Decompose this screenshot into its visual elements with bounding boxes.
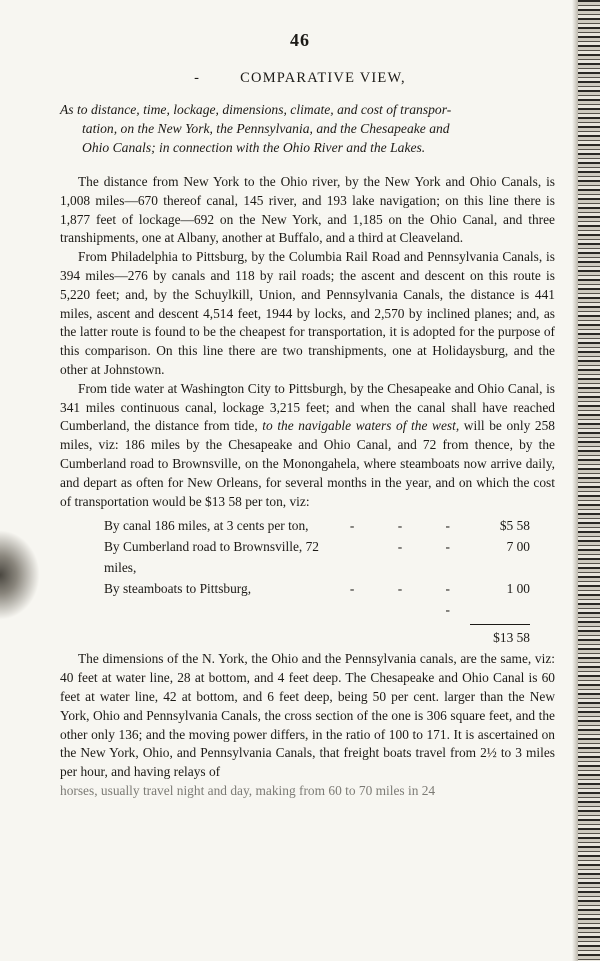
- cost-row: [104, 515, 530, 536]
- cost-row-amount: $5 58: [499, 518, 530, 534]
- subtitle-line-1: As to distance, time, lockage, dimensions, climate, and cost of transpor-: [60, 102, 452, 117]
- cost-total-row: [104, 627, 530, 648]
- paragraph-faded-last-line: horses, usually travel night and day, making from 60 to 70 miles in 24: [60, 782, 436, 798]
- cost-row-label: By Cumberland road to Brownsville, 72 miles,: [104, 539, 319, 576]
- heading-mark: -: [194, 70, 201, 86]
- paragraph-chesapeake-part-2: will be only 258 miles, viz: 186 miles by the Chesapeake and Ohio Canal, and 72 from thence, by the Cumberland road to Brownsville, on the Monongahela, where steamboats now arrive daily, and depart as often for New Orleans, for several months in the year, and on which the cost of transportation would be $13 58 per ton, viz:: [60, 418, 555, 509]
- subtitle-line-2: tation, on the New York, the Pennsylvania, and the Chesapeake and: [82, 121, 450, 136]
- paragraph-dimensions: The dimensions of the N. York, the Ohio and the Pennsylvania canals, are the same, viz: 40 feet at water line, 28 at bottom, and 4 feet deep. The Chesapeake and Ohio Canal is 60 feet at water line, 42 at bottom, and 6 feet deep, being 50 per cent. larger than the New York, Ohio and Pennsylvania Canals, the cross section of the one is 306 square feet, and the other only 136; and the moving power differs, in the ratio of 100 to 171. It is ascertained on the New York, Ohio, and Pennsylvania Canals, that freight boats travel from 2½ to 3 miles per hour, and having relays of: [60, 651, 555, 780]
- binding-shadow: [572, 0, 578, 961]
- paragraph-new-york-route: The distance from New York to the Ohio river, by the New York and Ohio Canals, is 1,008 miles—670 thereof canal, 145 river, and 193 lake navigation; on this line there is 1,877 feet of lockage—692 on the New York, and 1,185 on the Ohio Canal, and three transhipments, one at Albany, another at Buffalo, and a third at Cleaveland.: [60, 174, 555, 246]
- paragraph-chesapeake-route: [60, 380, 555, 512]
- cost-row-label: By canal 186 miles, at 3 cents per ton,: [104, 518, 309, 534]
- heading-text: COMPARATIVE VIEW,: [240, 70, 406, 86]
- paragraph-chesapeake-part-1: From tide water at Washington City to Pittsburgh, by the Chesapeake and Ohio Canal, is 341 miles continuous canal, lockage 3,215 feet; and when the canal shall have reached Cumberland, the distance from tide,: [60, 380, 555, 434]
- cost-row-dashes: - -: [397, 539, 470, 555]
- cost-row-label: By steamboats to Pittsburg,: [104, 581, 252, 597]
- subtitle-line-3: Ohio Canals; in connection with the Ohio River and the Lakes.: [82, 140, 426, 155]
- book-binding: [578, 0, 600, 961]
- page-edge-shadow: [0, 530, 40, 620]
- total-rule: [470, 624, 530, 625]
- page-number: 46: [290, 30, 310, 50]
- cost-row: [104, 536, 530, 578]
- cost-row-dashes: - - - -: [349, 581, 470, 618]
- cost-row-amount: 1 00: [506, 581, 530, 597]
- cost-row: [104, 578, 530, 620]
- cost-table: [104, 515, 530, 648]
- cost-row-dashes: - - -: [349, 518, 470, 534]
- paragraph-pennsylvania-route: From Philadelphia to Pittsburg, by the Columbia Rail Road and Pennsylvania Canals, is 394 miles—276 by canals and 118 by rail roads; the ascent and descent on this route is 5,220 feet; and, by the Schuylkill, Union, and Pennsylvania Canals, the distance is 441 miles, ascent and descent 4,514 feet, 1944 by locks, and 2,570 by inclined planes; and, as the latter route is found to be the cheapest for transportation, it is adopted for the purpose of this comparison. On this line there are two transhipments, one at Holidaysburg, and the other at Johnstown.: [60, 249, 555, 377]
- paragraph-chesapeake-italic: to the navigable waters of the west,: [262, 418, 460, 434]
- cost-total-amount: $13 58: [493, 630, 530, 646]
- section-subtitle: [60, 100, 560, 157]
- body-text: [60, 173, 555, 801]
- section-heading: [0, 70, 600, 87]
- cost-row-amount: 7 00: [506, 539, 530, 555]
